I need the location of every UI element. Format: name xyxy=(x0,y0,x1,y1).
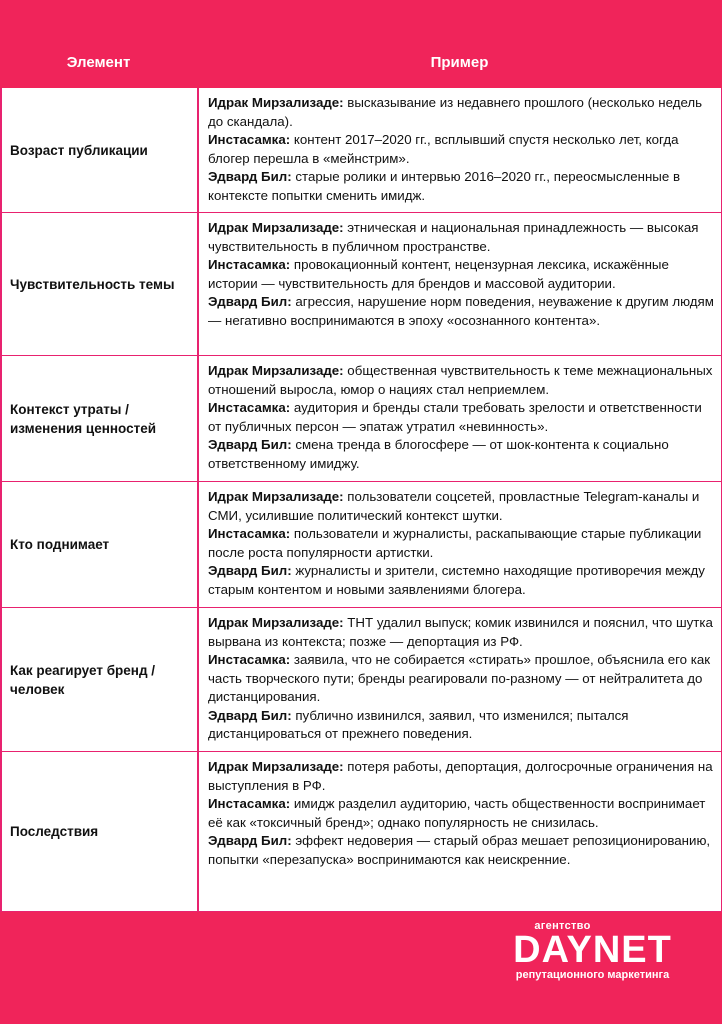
table-row xyxy=(0,752,722,912)
person-name: Идрак Мирзализаде: xyxy=(208,759,344,774)
column-divider xyxy=(197,88,199,212)
example-cell xyxy=(208,362,714,481)
person-name: Инстасамка: xyxy=(208,132,291,147)
example-item xyxy=(208,488,714,525)
example-item xyxy=(208,795,714,832)
example-text: контент 2017–2020 гг., всплывший спустя несколько лет, когда блогер перешла в «мейнстрим». xyxy=(208,132,679,166)
example-item xyxy=(208,707,714,744)
example-text: ТНТ удалил выпуск; комик извинился и пояснил, что шутка вырвана из контекста; позже — депортация из РФ. xyxy=(208,615,713,649)
daynet-logo xyxy=(495,920,690,982)
example-item xyxy=(208,256,714,293)
person-name: Инстасамка: xyxy=(208,400,291,415)
example-cell xyxy=(208,94,714,212)
example-text: пользователи и журналисты, раскапывающие старые публикации после роста популярности артистки. xyxy=(208,526,702,560)
table-row xyxy=(0,356,722,482)
example-item xyxy=(208,168,714,205)
example-text: смена тренда в блогосфере — от шок-контента к социально ответственному имиджу. xyxy=(208,437,669,471)
example-text: публично извинился, заявил, что изменился; пытался дистанцироваться от прежнего поведения. xyxy=(208,707,629,741)
person-name: Эдвард Бил: xyxy=(208,833,292,848)
example-item xyxy=(208,651,714,707)
person-name: Инстасамка: xyxy=(208,526,291,541)
column-divider xyxy=(197,608,199,751)
example-item xyxy=(208,614,714,651)
person-name: Эдвард Бил: xyxy=(208,437,292,452)
element-cell: Чувствительность темы xyxy=(10,276,175,292)
logo-wordmark: DAYNET xyxy=(513,929,672,971)
person-name: Идрак Мирзализаде: xyxy=(208,489,344,504)
example-item xyxy=(208,94,714,131)
example-item xyxy=(208,362,714,399)
example-text: старые ролики и интервью 2016–2020 гг., переосмысленные в контексте попытки сменить имидж. xyxy=(208,169,681,203)
example-cell xyxy=(208,488,714,607)
example-text: этническая и национальная принадлежность — высокая чувствительность в публичном пространстве. xyxy=(208,220,699,254)
person-name: Эдвард Бил: xyxy=(208,169,292,184)
example-text: высказывание из недавнего прошлого (несколько недель до скандала). xyxy=(208,95,703,129)
column-divider xyxy=(197,482,199,607)
person-name: Идрак Мирзализаде: xyxy=(208,220,344,235)
table-header xyxy=(0,38,722,88)
person-name: Инстасамка: xyxy=(208,796,291,811)
table-row xyxy=(0,213,722,356)
element-cell: Контекст утраты / изменения ценностей xyxy=(10,401,157,436)
example-text: провокационный контент, нецензурная лексика, искажённые истории — чувствительность для брендов и массовой аудитории. xyxy=(208,257,669,291)
column-divider xyxy=(197,356,199,481)
header-element: Элемент xyxy=(66,54,131,71)
table-row xyxy=(0,88,722,213)
logo-tagline: репутационного маркетинга xyxy=(515,969,670,981)
person-name: Эдвард Бил: xyxy=(208,707,292,723)
element-cell: Последствия xyxy=(10,824,99,839)
example-item xyxy=(208,436,714,473)
person-name: Эдвард Бил: xyxy=(208,294,292,309)
example-text: имидж разделил аудиторию, часть общественности воспринимает её как «токсичный бренд»; однако популярность не снизилась. xyxy=(208,796,706,830)
table-row xyxy=(0,608,722,752)
logo-agency-label: агентство xyxy=(534,920,591,932)
element-cell: Кто поднимает xyxy=(10,537,110,552)
example-text: пользователи соцсетей, провластные Telegram-каналы и СМИ, усилившие политический контекст шутки. xyxy=(208,489,700,523)
element-cell: Возраст публикации xyxy=(10,142,148,158)
example-cell xyxy=(208,758,714,911)
example-text: потеря работы, депортация, долгосрочные ограничения на выступления в РФ. xyxy=(208,759,713,793)
example-item xyxy=(208,525,714,562)
element-cell: Как реагирует бренд / человек xyxy=(10,662,156,697)
person-name: Идрак Мирзализаде: xyxy=(208,95,344,110)
example-text: эффект недоверия — старый образ мешает репозиционированию, попытки «перезапуска» воспринимаются как неискренние. xyxy=(208,833,711,867)
example-item xyxy=(208,399,714,436)
person-name: Инстасамка: xyxy=(208,257,291,272)
example-item xyxy=(208,293,714,330)
example-item xyxy=(208,758,714,795)
header-example: Пример xyxy=(430,54,489,71)
example-text: агрессия, нарушение норм поведения, неуважение к другим людям — негативно воспринимаются в эпоху «осознанного контента». xyxy=(208,294,714,328)
example-text: общественная чувствительность к теме межнациональных отношений выросла, юмор о нациях стал неприемлем. xyxy=(208,363,713,397)
example-item xyxy=(208,832,714,869)
example-item xyxy=(208,562,714,599)
example-item xyxy=(208,131,714,168)
column-divider xyxy=(197,752,199,911)
example-text: журналисты и зрители, системно находящие противоречия между старым контентом и новыми заявлениями блогера. xyxy=(208,563,705,597)
example-text: аудитория и бренды стали требовать зрелости и ответственности от публичных персон — эпатаж утратил «невинность». xyxy=(208,400,702,434)
person-name: Идрак Мирзализаде: xyxy=(208,363,344,378)
person-name: Эдвард Бил: xyxy=(208,563,292,578)
person-name: Инстасамка: xyxy=(208,652,291,667)
table-row xyxy=(0,482,722,608)
top-band xyxy=(0,0,722,38)
example-text: заявила, что не собирается «стирать» прошлое, объяснила его как часть творческого пути; бренды реагировали по-разному — от нейтралитета до дистанцирования. xyxy=(208,652,711,704)
example-cell xyxy=(208,614,714,751)
person-name: Идрак Мирзализаде: xyxy=(208,615,344,630)
column-divider xyxy=(197,213,199,355)
example-cell xyxy=(208,219,714,355)
example-item xyxy=(208,219,714,256)
